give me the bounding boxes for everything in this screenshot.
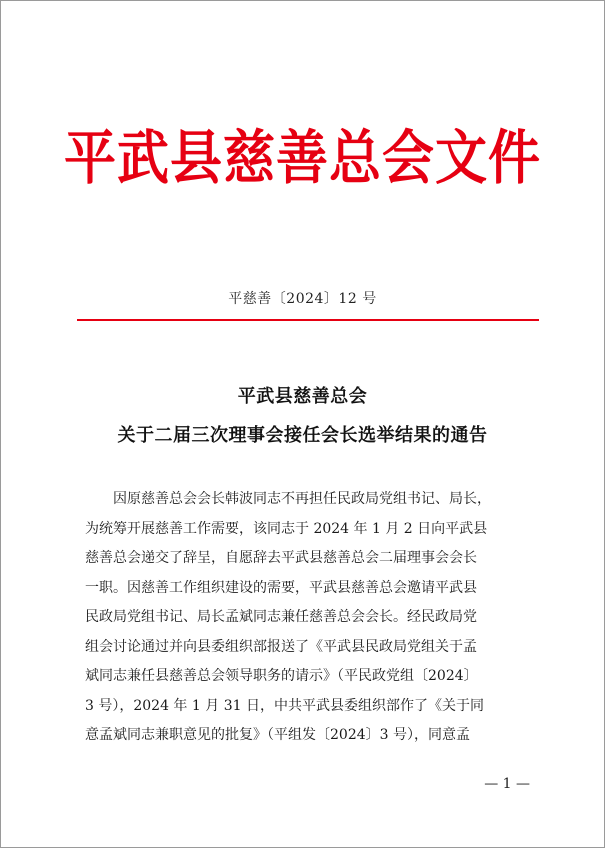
body-line: 组会讨论通过并向县委组织部报送了《平武县民政局党组关于孟 bbox=[85, 638, 477, 655]
body-line: 民政局党组书记、局长孟斌同志兼任慈善总会会长。经民政局党 bbox=[85, 609, 477, 625]
body-line: 慈善总会递交了辞呈，自愿辞去平武县慈善总会二届理事会会长 bbox=[85, 550, 477, 566]
issuer-header: 平武县慈善总会文件 bbox=[63, 125, 541, 193]
document-title-line-1: 平武县慈善总会 bbox=[237, 386, 368, 407]
body-text bbox=[85, 485, 525, 751]
body-line: 因原慈善总会会长韩波同志不再担任民政局党组书记、局长， bbox=[113, 491, 491, 507]
body-line: 意孟斌同志兼职意见的批复》（平组发〔2024〕3 号），同意孟 bbox=[85, 727, 470, 743]
body-line: 3 号），2024 年 1 月 31 日，中共平武县委组织部作了《关于同 bbox=[85, 697, 484, 714]
body-line: 一职。因慈善工作组织建设的需要，平武县慈善总会邀请平武县 bbox=[85, 579, 477, 596]
page-number: — 1 — bbox=[484, 776, 530, 792]
document-number: 平慈善〔2024〕12 号 bbox=[228, 291, 377, 307]
body-line: 斌同志兼任县慈善总会领导职务的请示》（平民政党组〔2024〕 bbox=[85, 668, 478, 684]
body-line: 为统筹开展慈善工作需要，该同志于 2024 年 1 月 2 日向平武县 bbox=[85, 520, 488, 537]
red-divider-line bbox=[77, 319, 539, 321]
document-title-line-2: 关于二届三次理事会接任会长选举结果的通告 bbox=[117, 425, 488, 446]
